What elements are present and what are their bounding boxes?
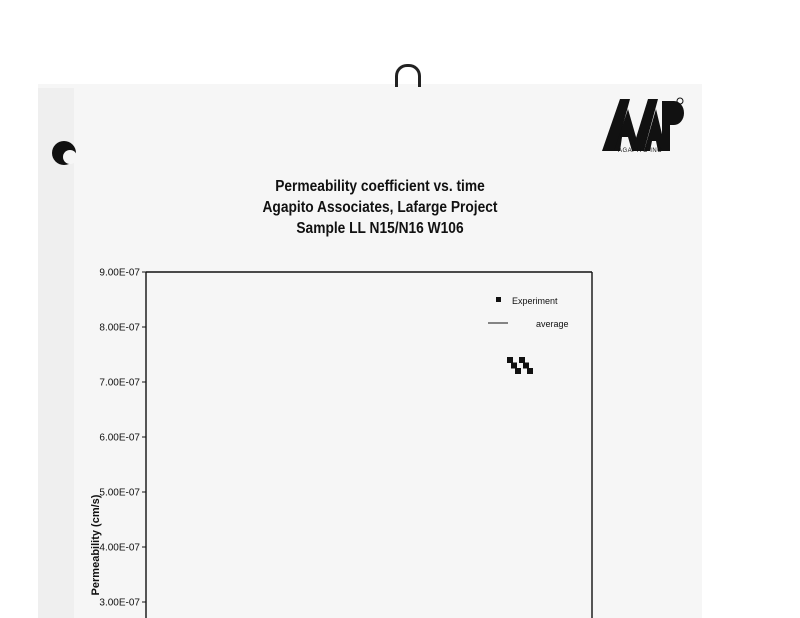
y-tick-label: 9.00E-07 xyxy=(99,267,140,279)
experiment-point xyxy=(523,363,529,369)
legend-marker-experiment xyxy=(496,297,501,302)
data-marks xyxy=(507,357,533,374)
y-tick-label: 5.00E-07 xyxy=(99,487,140,499)
logo-tagline: AGAPITO INC xyxy=(618,148,663,154)
experiment-point xyxy=(511,363,517,369)
y-tick-label: 6.00E-07 xyxy=(99,432,140,444)
plot-area xyxy=(146,272,592,618)
chart-subtitle: Agapito Associates, Lafarge Project xyxy=(262,199,498,216)
legend xyxy=(488,296,569,329)
legend-label-experiment: Experiment xyxy=(512,296,558,306)
chart-title: Permeability coefficient vs. time xyxy=(275,178,485,195)
y-tick-label: 4.00E-07 xyxy=(99,542,140,554)
experiment-point xyxy=(527,368,533,374)
y-axis-label: Permeability (cm/s) xyxy=(90,494,102,596)
experiment-point xyxy=(507,357,513,363)
y-tick-label: 8.00E-07 xyxy=(99,322,140,334)
chart-sample-label: Sample LL N15/N16 W106 xyxy=(296,220,464,237)
y-tick-label: 3.00E-07 xyxy=(99,597,140,609)
y-axis-ticks xyxy=(99,268,146,609)
experiment-point xyxy=(515,368,521,374)
experiment-point xyxy=(519,357,525,363)
y-tick-label: 7.00E-07 xyxy=(99,377,140,389)
legend-label-average: average xyxy=(536,319,569,329)
